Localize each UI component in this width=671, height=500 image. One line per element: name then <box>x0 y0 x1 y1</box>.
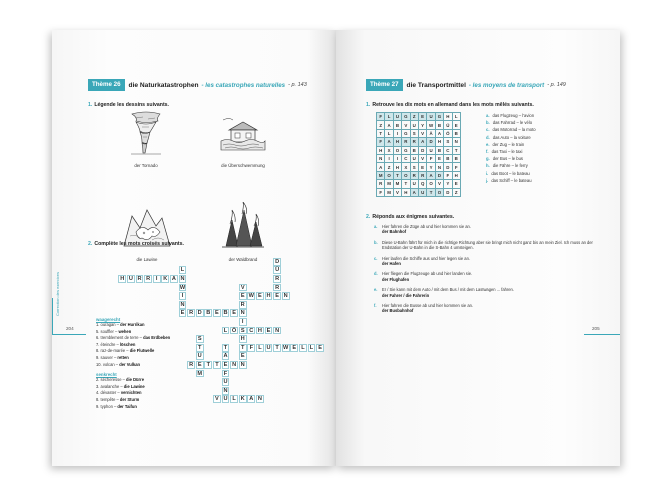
crossword-cell[interactable]: M <box>197 370 203 377</box>
word-list-item: c. das Motorrad – la moto <box>486 127 536 133</box>
crossword-cell[interactable]: Ü <box>275 267 280 274</box>
left-page <box>52 30 336 466</box>
word-search-grid <box>376 112 461 197</box>
grid-row <box>377 121 461 129</box>
grid-cell[interactable]: B <box>444 154 452 162</box>
grid-cell[interactable]: U <box>410 121 418 129</box>
page-number: 205 <box>592 326 600 331</box>
grid-cell[interactable]: C <box>402 154 410 162</box>
grid-cell[interactable]: G <box>402 146 410 154</box>
grid-cell[interactable]: H <box>435 138 443 146</box>
crossword-cell[interactable]: I <box>153 275 161 283</box>
crossword-cell[interactable]: A <box>249 396 254 403</box>
down-heading: senkrecht <box>96 372 117 378</box>
crossword-cell[interactable]: E <box>290 344 298 352</box>
grid-cell[interactable]: S <box>410 129 418 137</box>
crossword-cell[interactable]: T <box>239 344 247 352</box>
grid-cell[interactable]: H <box>402 188 410 196</box>
theme-tag: Thème 26 <box>88 79 125 91</box>
grid-row <box>377 129 461 137</box>
clue-item: 2. sécheresse – die Dürre <box>96 377 145 383</box>
crossword-cell[interactable]: E <box>273 292 281 300</box>
grid-cell[interactable]: N <box>435 163 443 171</box>
grid-cell[interactable]: A <box>385 138 393 146</box>
grid-cell[interactable]: O <box>435 188 443 196</box>
crossword-cell[interactable]: E <box>179 309 187 317</box>
picture-caption: die Überschwemmung <box>221 163 265 168</box>
grid-row <box>377 171 461 179</box>
crossword-cell[interactable]: T <box>222 344 230 352</box>
word-list-item: j. das Schiff – le bateau <box>486 177 532 183</box>
theme-header-26 <box>88 79 307 91</box>
grid-cell[interactable]: R <box>402 138 410 146</box>
crossword-cell[interactable]: T <box>273 344 281 352</box>
grid-cell[interactable]: S <box>410 163 418 171</box>
clue-item: 5. souffler – wehen <box>96 328 132 334</box>
word-list-item: g. der Bus – le bus <box>486 156 523 162</box>
crossword-cell[interactable]: H <box>120 276 125 282</box>
grid-cell[interactable]: G <box>435 113 443 121</box>
riddle-item: d. Hier fliegen die Flugzeuge ab und hier landen sie. der Flughafen <box>374 271 473 282</box>
theme-subtitle: - les catastrophes naturelles <box>201 81 286 89</box>
grid-row <box>377 163 461 171</box>
crossword-cell[interactable]: E <box>316 344 324 352</box>
riddle-answer: der Flughafen <box>382 276 410 282</box>
side-tab-marker <box>52 298 53 334</box>
across-heading: waagerecht <box>96 317 121 322</box>
grid-row <box>377 146 461 154</box>
word-list-item: d. das Auto – la voiture <box>486 134 531 140</box>
grid-cell[interactable]: A <box>385 121 393 129</box>
crossword-cell[interactable]: B <box>206 310 211 317</box>
exercise-1-title: 1. Retrouve les dix mots en allemand dans les mots mêlés suivants. <box>366 102 534 108</box>
grid-cell[interactable]: E <box>418 163 426 171</box>
crossword-cell[interactable]: E <box>213 309 221 317</box>
crossword-cell[interactable]: N <box>180 301 185 308</box>
picture-caption: der Waldbrand <box>228 257 258 262</box>
crossword-cell[interactable]: N <box>232 362 237 368</box>
grid-cell[interactable]: E <box>435 154 443 162</box>
grid-cell[interactable]: O <box>393 146 401 154</box>
riddle-item: c. Hier laufen die Schiffe aus und hier legen sie an. der Hafen <box>374 255 470 267</box>
grid-cell[interactable]: U <box>427 146 435 154</box>
crossword-cell[interactable]: S <box>239 327 247 335</box>
grid-row <box>377 138 461 146</box>
crossword-cell[interactable]: L <box>256 344 264 352</box>
grid-cell[interactable]: D <box>444 163 452 171</box>
exercise-1-title: 1. Légende les dessins suivants. <box>88 102 169 108</box>
grid-cell[interactable]: R <box>418 171 426 179</box>
riddle-item: b. Diese U-Bahn fährt für mich in die richtige Richtung aber sie bringt mich nicht ganz bis an mein Ziel. Ich muss an der Endstation der U-Bahn in die S-Bahn 4 umsteigen. <box>374 239 593 251</box>
grid-cell[interactable]: T <box>427 188 435 196</box>
crossword-cell[interactable]: H <box>266 293 271 300</box>
grid-cell[interactable]: U <box>410 180 418 188</box>
grid-cell[interactable]: V <box>402 121 410 129</box>
crossword-cell[interactable]: R <box>189 310 194 317</box>
crossword-cell[interactable]: N <box>257 396 262 403</box>
crossword-cell[interactable]: Ö <box>231 327 237 334</box>
crossword-cell[interactable]: E <box>256 292 264 300</box>
grid-cell[interactable]: Q <box>418 180 426 188</box>
crossword-cell[interactable]: R <box>146 276 151 282</box>
grid-cell[interactable]: Z <box>385 163 393 171</box>
crossword-cell[interactable]: U <box>197 353 202 360</box>
riddle-item: a. Hier fahren die Züge ab und hier kommen sie an. der Bahnhof <box>374 224 471 235</box>
grid-cell[interactable]: I <box>393 129 401 137</box>
book-spread <box>52 30 620 466</box>
crossword-cell[interactable]: V <box>213 395 221 403</box>
crossword-cell[interactable]: L <box>299 344 307 352</box>
grid-row <box>377 154 461 162</box>
grid-cell[interactable]: B <box>452 154 460 162</box>
crossword-cell[interactable]: K <box>163 276 168 282</box>
crossword-cell[interactable]: L <box>230 395 238 403</box>
grid-cell[interactable]: F <box>427 154 435 162</box>
crossword-cell[interactable]: E <box>239 352 247 360</box>
grid-cell[interactable]: M <box>393 180 401 188</box>
grid-row <box>377 188 461 196</box>
grid-cell[interactable]: N <box>377 154 385 162</box>
riddle-item: e. Er / Sie kann mit dem Auto / mit dem Bus / mit dem Lastwagen ... fahren. der Fahrer / die Fahrerin <box>374 287 514 298</box>
grid-row <box>377 113 461 121</box>
crossword-cell[interactable]: V <box>239 284 247 292</box>
crossword-cell[interactable]: A <box>223 353 228 360</box>
grid-cell[interactable]: F <box>444 171 452 179</box>
grid-cell[interactable]: O <box>385 171 393 179</box>
word-list-item: e. der Zug – le train <box>486 141 525 147</box>
grid-cell[interactable]: W <box>427 121 435 129</box>
grid-cell[interactable]: B <box>393 121 401 129</box>
crossword-cell[interactable]: U <box>128 276 133 282</box>
grid-cell[interactable]: M <box>385 180 393 188</box>
grid-cell[interactable]: R <box>410 171 418 179</box>
theme-page-ref: - p. 149 <box>547 82 566 88</box>
clue-item: 4. dévaster – vernichten <box>96 390 142 396</box>
forest-fire-icon <box>220 202 266 250</box>
grid-cell[interactable]: A <box>418 138 426 146</box>
crossword-cell[interactable]: T <box>213 361 221 369</box>
riddle-answer: der Bahnhof <box>382 229 407 235</box>
grid-cell[interactable]: F <box>377 113 385 121</box>
theme-title: die Naturkatastrophen <box>128 81 199 89</box>
grid-cell[interactable]: X <box>402 163 410 171</box>
exercise-2-title: 2. Réponds aux énigmes suivantes. <box>366 214 455 220</box>
theme-page-ref: - p. 143 <box>288 82 307 88</box>
flood-icon <box>219 114 267 156</box>
clue-item: 10. volcan – der Vulkan <box>96 361 140 367</box>
grid-cell[interactable]: O <box>402 171 410 179</box>
word-list-item: i. das Boot – le bateau <box>486 170 530 176</box>
crossword-cell[interactable]: L <box>308 344 316 352</box>
crossword-cell[interactable]: E <box>222 361 230 369</box>
crossword-cell[interactable]: L <box>179 266 187 274</box>
riddle-answer: der Hafen <box>382 261 401 267</box>
grid-cell[interactable]: D <box>435 171 443 179</box>
picture-caption: der Tornado <box>134 163 158 168</box>
crossword-cell[interactable]: T <box>196 344 204 352</box>
crossword-cell[interactable]: U <box>266 344 271 351</box>
grid-cell[interactable]: M <box>377 171 385 179</box>
grid-cell[interactable]: T <box>452 146 460 154</box>
grid-cell[interactable]: H <box>444 113 452 121</box>
grid-cell[interactable]: E <box>452 180 460 188</box>
grid-cell[interactable]: B <box>410 146 418 154</box>
clue-item: 3. avalanche – die Lawine <box>96 383 145 389</box>
crossword-clues <box>96 313 170 410</box>
crossword-cell[interactable]: H <box>257 327 262 334</box>
grid-cell[interactable]: R <box>377 180 385 188</box>
grid-cell[interactable]: S <box>444 138 452 146</box>
riddle-item: f. Hier fahren die Busse ab und hier kommen sie an. der Busbahnhof <box>374 303 474 314</box>
grid-cell[interactable]: V <box>418 154 426 162</box>
grid-cell[interactable]: N <box>452 138 460 146</box>
crossword-cell[interactable]: K <box>240 396 245 403</box>
grid-cell[interactable]: Z <box>377 121 385 129</box>
grid-cell[interactable]: D <box>418 146 426 154</box>
theme-subtitle: - les moyens de transport <box>468 81 545 89</box>
grid-cell[interactable]: Y <box>427 163 435 171</box>
crossword-cell[interactable]: A <box>171 276 176 282</box>
crossword-cell[interactable]: R <box>275 284 280 291</box>
crossword-cell[interactable]: W <box>283 344 289 351</box>
grid-cell[interactable]: M <box>385 188 393 196</box>
grid-cell[interactable]: B <box>452 129 460 137</box>
crossword-cell[interactable]: R <box>189 362 194 368</box>
grid-cell[interactable]: L <box>452 113 460 121</box>
grid-cell[interactable]: Z <box>410 113 418 121</box>
page-number: 204 <box>66 326 74 331</box>
crossword-cell[interactable]: U <box>223 379 228 386</box>
grid-cell[interactable]: I <box>393 154 401 162</box>
crossword-cell[interactable]: C <box>249 327 254 334</box>
grid-cell[interactable]: A <box>427 171 435 179</box>
crossword-cell[interactable]: H <box>240 336 245 343</box>
grid-cell[interactable]: V <box>418 129 426 137</box>
grid-cell[interactable]: H <box>452 171 460 179</box>
grid-cell[interactable]: T <box>377 129 385 137</box>
grid-cell[interactable]: A <box>410 188 418 196</box>
crossword-cell[interactable]: R <box>137 276 142 282</box>
grid-cell[interactable]: C <box>444 146 452 154</box>
grid-cell[interactable]: U <box>393 113 401 121</box>
clue-item: 9. sauver – retten <box>96 354 129 360</box>
grid-cell[interactable]: L <box>385 113 393 121</box>
crossword-cell[interactable]: E <box>230 309 238 317</box>
grid-cell[interactable]: B <box>435 146 443 154</box>
crossword-cell[interactable]: E <box>265 327 273 335</box>
grid-cell[interactable]: O <box>427 180 435 188</box>
tornado-picture <box>120 110 172 168</box>
theme-tag: Thème 27 <box>366 79 403 91</box>
crossword-cell[interactable]: B <box>223 310 228 317</box>
clue-item: 7. éteindre – löschen <box>96 341 136 347</box>
crossword-cell[interactable]: F <box>247 344 255 352</box>
grid-cell[interactable]: Ü <box>444 121 452 129</box>
riddle-answer: der Fahrer / die Fahrerin <box>382 292 430 298</box>
crossword-cell[interactable]: W <box>248 293 254 300</box>
forest-fire-picture <box>214 202 272 262</box>
clue-item: 8. raz-de-marée – die Flutwelle <box>96 348 155 354</box>
grid-cell[interactable]: Y <box>444 180 452 188</box>
grid-cell[interactable]: A <box>435 129 443 137</box>
grid-cell[interactable]: F <box>452 163 460 171</box>
grid-cell[interactable]: Z <box>452 188 460 196</box>
crossword-cell[interactable]: N <box>180 276 185 282</box>
grid-cell[interactable]: G <box>402 113 410 121</box>
crossword-cell[interactable]: N <box>240 310 245 317</box>
crossword-cell[interactable]: T <box>204 361 212 369</box>
word-list-item: f. das Taxi – le taxi <box>486 149 523 155</box>
crossword-cell[interactable]: S <box>196 335 204 343</box>
grid-cell[interactable]: E <box>418 113 426 121</box>
grid-cell[interactable]: H <box>393 138 401 146</box>
grid-cell[interactable]: B <box>435 121 443 129</box>
grid-cell[interactable]: R <box>410 138 418 146</box>
crossword-cell[interactable]: D <box>275 258 280 265</box>
grid-cell[interactable]: U <box>427 113 435 121</box>
crossword-cell[interactable]: N <box>283 293 288 300</box>
grid-cell[interactable]: T <box>393 171 401 179</box>
right-page <box>336 30 620 466</box>
clue-item: 9. typhon – der Taifun <box>96 403 137 409</box>
across-clue-list <box>96 322 170 368</box>
exercise-2-title: 2. Complète les mots croisés suivants. <box>88 241 184 247</box>
grid-cell[interactable]: U <box>410 154 418 162</box>
margin-rule <box>52 334 86 335</box>
word-list-item: a. das Flugzeug – l'avion <box>486 113 535 118</box>
down-clue-list <box>96 377 170 410</box>
avalanche-picture <box>116 206 178 262</box>
side-tab-label: Correction des exercices <box>55 272 60 317</box>
crossword-cell[interactable]: W <box>179 284 186 291</box>
grid-cell[interactable]: F <box>377 188 385 196</box>
crossword-cell[interactable]: R <box>240 301 245 308</box>
word-list-item: h. die Fähre – le ferry <box>486 163 528 169</box>
clue-item: 1. ouragan – der Hurrikan <box>96 322 145 327</box>
grid-cell[interactable]: D <box>427 138 435 146</box>
grid-cell[interactable]: U <box>418 188 426 196</box>
crossword-cell[interactable]: N <box>275 327 280 334</box>
margin-rule <box>584 334 620 335</box>
grid-cell[interactable]: X <box>385 146 393 154</box>
grid-cell[interactable]: E <box>452 121 460 129</box>
crossword-cell[interactable]: N <box>240 362 245 368</box>
grid-cell[interactable]: H <box>377 146 385 154</box>
grid-cell[interactable]: H <box>393 163 401 171</box>
word-list <box>486 112 536 184</box>
grid-cell[interactable]: A <box>377 163 385 171</box>
grid-cell[interactable]: F <box>377 138 385 146</box>
grid-cell[interactable]: Ä <box>427 129 435 137</box>
crossword-cell[interactable]: E <box>196 361 204 369</box>
crossword-cell[interactable]: N <box>223 387 228 394</box>
grid-cell[interactable]: L <box>385 129 393 137</box>
flood-picture <box>212 114 274 168</box>
grid-cell[interactable]: V <box>393 188 401 196</box>
grid-cell[interactable]: I <box>385 154 393 162</box>
crossword-cell[interactable]: E <box>239 292 247 300</box>
theme-header-27 <box>366 79 566 91</box>
riddle-answer: der Busbahnhof <box>382 308 414 314</box>
grid-cell[interactable]: Y <box>418 121 426 129</box>
crossword-cell[interactable]: U <box>223 396 228 403</box>
clue-item: 8. tempête – der Sturm <box>96 396 140 402</box>
grid-cell[interactable]: Ö <box>444 129 452 137</box>
crossword-cell[interactable]: I <box>239 318 247 326</box>
crossword-cell[interactable]: D <box>197 310 202 317</box>
theme-title: die Transportmittel <box>406 81 466 89</box>
word-list-item: b. das Fahrrad – le vélo <box>486 120 533 126</box>
crossword-cell[interactable]: I <box>179 292 187 300</box>
grid-row <box>377 180 461 188</box>
picture-caption: die Lawine <box>136 257 158 262</box>
grid-cell[interactable]: G <box>402 129 410 137</box>
grid-cell[interactable]: T <box>402 180 410 188</box>
grid-cell[interactable]: D <box>444 188 452 196</box>
crossword-cell[interactable]: F <box>222 370 230 378</box>
crossword-cell[interactable]: L <box>222 327 230 335</box>
crossword-cell[interactable]: R <box>275 276 280 282</box>
tornado-icon <box>129 110 163 156</box>
clue-item: 6. tremblement de terre – das Erdbeben <box>96 335 171 341</box>
grid-cell[interactable]: V <box>435 180 443 188</box>
riddle-list <box>374 224 610 319</box>
